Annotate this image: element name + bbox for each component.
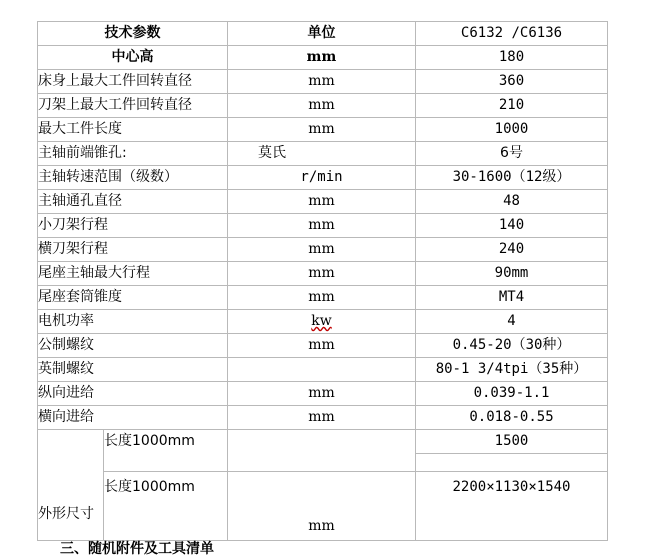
row-unit <box>228 358 416 382</box>
sub-unit-1 <box>228 430 416 472</box>
section-heading: 三、随机附件及工具清单 <box>60 541 214 557</box>
table-row <box>38 94 608 118</box>
sub-unit-2: mm <box>228 472 416 541</box>
row-param: 公制螺纹 <box>38 334 228 358</box>
row-unit: kw <box>228 310 416 334</box>
header-param: 技术参数 <box>38 22 228 46</box>
row-value: 0.039-1.1 <box>416 382 608 406</box>
dimension-row-1 <box>38 430 608 454</box>
table-row <box>38 310 608 334</box>
row-unit: mm <box>228 70 416 94</box>
header-unit: 单位 <box>228 22 416 46</box>
row-param: 横刀架行程 <box>38 238 228 262</box>
table-row <box>38 382 608 406</box>
row-unit: mm <box>228 190 416 214</box>
header-row <box>38 22 608 46</box>
row-value: 180 <box>416 46 608 70</box>
row-unit: mm <box>228 46 416 70</box>
table-row <box>38 46 608 70</box>
row-unit: mm <box>228 286 416 310</box>
sub-param-1: 长度1000mm <box>104 430 228 472</box>
table-row <box>38 70 608 94</box>
row-value: 140 <box>416 214 608 238</box>
row-param: 主轴转速范围（级数） <box>38 166 228 190</box>
sub-value-1: 1500 <box>416 430 608 454</box>
sub-param-2: 长度1000mm <box>104 472 228 541</box>
row-value: 4 <box>416 310 608 334</box>
table-row <box>38 142 608 166</box>
row-value: MT4 <box>416 286 608 310</box>
row-unit: mm <box>228 238 416 262</box>
row-unit: mm <box>228 382 416 406</box>
table-row <box>38 190 608 214</box>
row-param: 小刀架行程 <box>38 214 228 238</box>
row-unit: mm <box>228 214 416 238</box>
row-param: 最大工件长度 <box>38 118 228 142</box>
table-row <box>38 286 608 310</box>
row-value: 48 <box>416 190 608 214</box>
table-row <box>38 262 608 286</box>
row-value: 30-1600（12级） <box>416 166 608 190</box>
row-value: 1000 <box>416 118 608 142</box>
row-param: 横向进给 <box>38 406 228 430</box>
row-param: 尾座主轴最大行程 <box>38 262 228 286</box>
row-unit: mm <box>228 94 416 118</box>
table-row <box>38 238 608 262</box>
row-value: 90mm <box>416 262 608 286</box>
header-model: C6132 /C6136 <box>416 22 608 46</box>
row-unit: r/min <box>228 166 416 190</box>
row-param: 中心高 <box>38 46 228 70</box>
row-value: 0.45-20（30种） <box>416 334 608 358</box>
table-row <box>38 334 608 358</box>
row-value: 360 <box>416 70 608 94</box>
table-row <box>38 358 608 382</box>
row-value: 210 <box>416 94 608 118</box>
row-unit: mm <box>228 262 416 286</box>
row-param: 纵向进给 <box>38 382 228 406</box>
table-row <box>38 166 608 190</box>
row-value: 80-1 3/4tpi（35种） <box>416 358 608 382</box>
row-unit: mm <box>228 406 416 430</box>
row-unit: 莫氏 <box>228 142 416 166</box>
table-row <box>38 118 608 142</box>
sub-value-1-empty <box>416 454 608 472</box>
spec-table <box>37 21 608 541</box>
row-param: 床身上最大工件回转直径 <box>38 70 228 94</box>
row-param: 尾座套筒锥度 <box>38 286 228 310</box>
row-param: 刀架上最大工件回转直径 <box>38 94 228 118</box>
row-param: 电机功率 <box>38 310 228 334</box>
row-unit: mm <box>228 334 416 358</box>
row-param: 主轴通孔直径 <box>38 190 228 214</box>
table-row <box>38 406 608 430</box>
table-row <box>38 214 608 238</box>
sub-value-2: 2200×1130×1540 <box>416 472 608 541</box>
row-value: 0.018-0.55 <box>416 406 608 430</box>
row-param: 主轴前端锥孔: <box>38 142 228 166</box>
row-param: 英制螺纹 <box>38 358 228 382</box>
row-value: 6号 <box>416 142 608 166</box>
outer-dimensions-label <box>38 430 104 541</box>
row-value: 240 <box>416 238 608 262</box>
row-unit: mm <box>228 118 416 142</box>
outer-dimensions-text: 外形尺寸 <box>38 506 94 522</box>
